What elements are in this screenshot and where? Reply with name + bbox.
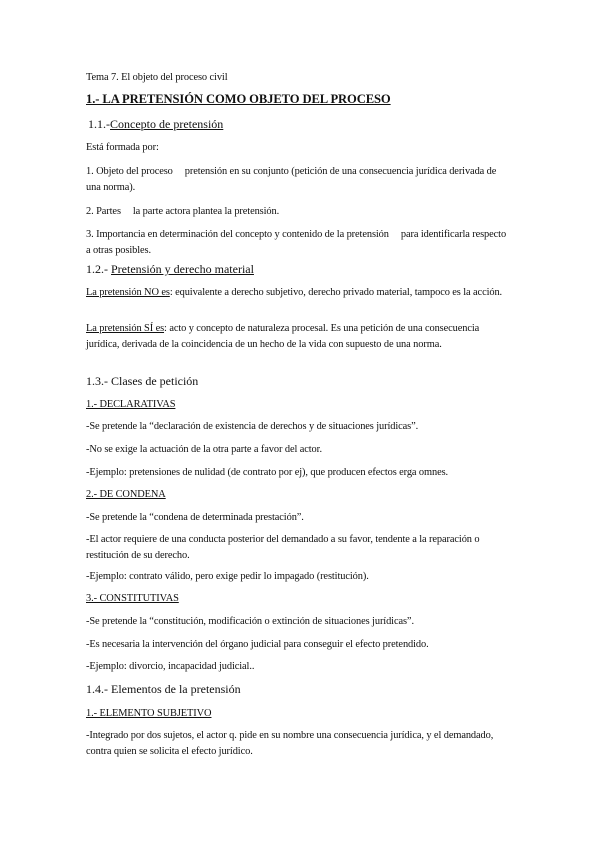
- pretension-si-paragraph: [86, 321, 512, 353]
- pretension-si-text: : acto y concepto de naturaleza procesal. Es una petición de una consecuencia jurídica, derivada de la coincidencia de un hecho de la vida con supuesto de una norma.: [86, 323, 480, 350]
- section-1-2-title: Pretensión y derecho material: [111, 262, 254, 276]
- constitutivas-heading: 3.- CONSTITUTIVAS: [86, 593, 179, 604]
- list-item: [86, 164, 512, 196]
- section-1-1-title: Concepto de pretensión: [110, 117, 224, 131]
- section-1-2-number: 1.2.-: [86, 262, 108, 276]
- section-1-1-number: 1.1.-: [88, 117, 110, 131]
- declarativas-heading: 1.- DECLARATIVAS: [86, 399, 176, 410]
- pretension-no-text: : equivalente a derecho subjetivo, derecho privado material, tampoco es la acción.: [169, 287, 503, 298]
- condena-line: -El actor requiere de una conducta posterior del demandado a su favor, tendente a la reparación o restitución de su derecho.: [86, 534, 480, 561]
- list-item: [86, 227, 512, 259]
- constitutivas-line: -Se pretende la “constitución, modificación o extinción de situaciones jurídicas”.: [86, 616, 414, 627]
- constitutivas-line: -Ejemplo: divorcio, incapacidad judicial..: [86, 661, 255, 672]
- list-item-lead: 2. Partes: [86, 206, 121, 217]
- list-item-text: pretensión en su conjunto (petición de una consecuencia jurídica derivada de una norma).: [86, 166, 497, 193]
- list-item: [86, 204, 512, 220]
- list-item-lead: 3. Importancia en determinación del concepto y contenido de la pretensión: [86, 229, 389, 240]
- list-item-text: la parte actora plantea la pretensión.: [132, 206, 280, 217]
- declarativas-line: -No se exige la actuación de la otra parte a favor del actor.: [86, 444, 322, 455]
- declarativas-line: -Ejemplo: pretensiones de nulidad (de contrato por ej), que producen efectos erga omnes.: [86, 467, 449, 478]
- list-item-text: para identificarla respecto a otras posibles.: [86, 229, 507, 256]
- subjetivo-heading: 1.- ELEMENTO SUBJETIVO: [86, 708, 212, 719]
- section-1-2-heading: [86, 262, 512, 277]
- pretension-si-label: La pretensión SÍ es: [86, 323, 165, 334]
- constitutivas-line: -Es necesaria la intervención del órgano judicial para conseguir el efecto pretendido.: [86, 639, 429, 650]
- pretension-no-paragraph: [86, 285, 512, 301]
- main-heading: 1.- LA PRETENSIÓN COMO OBJETO DEL PROCESO: [86, 92, 391, 106]
- list-item-lead: 1. Objeto del proceso: [86, 166, 173, 177]
- intro-text: Está formada por:: [86, 142, 159, 153]
- document-title: Tema 7. El objeto del proceso civil: [86, 72, 228, 83]
- declarativas-line: -Se pretende la “declaración de existencia de derechos y de situaciones jurídicas”.: [86, 421, 419, 432]
- condena-line: -Ejemplo: contrato válido, pero exige pedir lo impagado (restitución).: [86, 571, 369, 582]
- section-1-1-heading: [88, 117, 514, 132]
- section-1-3-heading: 1.3.- Clases de petición: [86, 374, 199, 388]
- pretension-no-label: La pretensión NO es: [86, 287, 170, 298]
- condena-heading: 2.- DE CONDENA: [86, 489, 166, 500]
- condena-line: -Se pretende la “condena de determinada prestación”.: [86, 512, 304, 523]
- section-1-4-heading: 1.4.- Elementos de la pretensión: [86, 682, 241, 696]
- subjetivo-line: -Integrado por dos sujetos, el actor q. pide en su nombre una consecuencia jurídica, y el demandado, contra quien se solicita el efecto jurídico.: [86, 730, 494, 757]
